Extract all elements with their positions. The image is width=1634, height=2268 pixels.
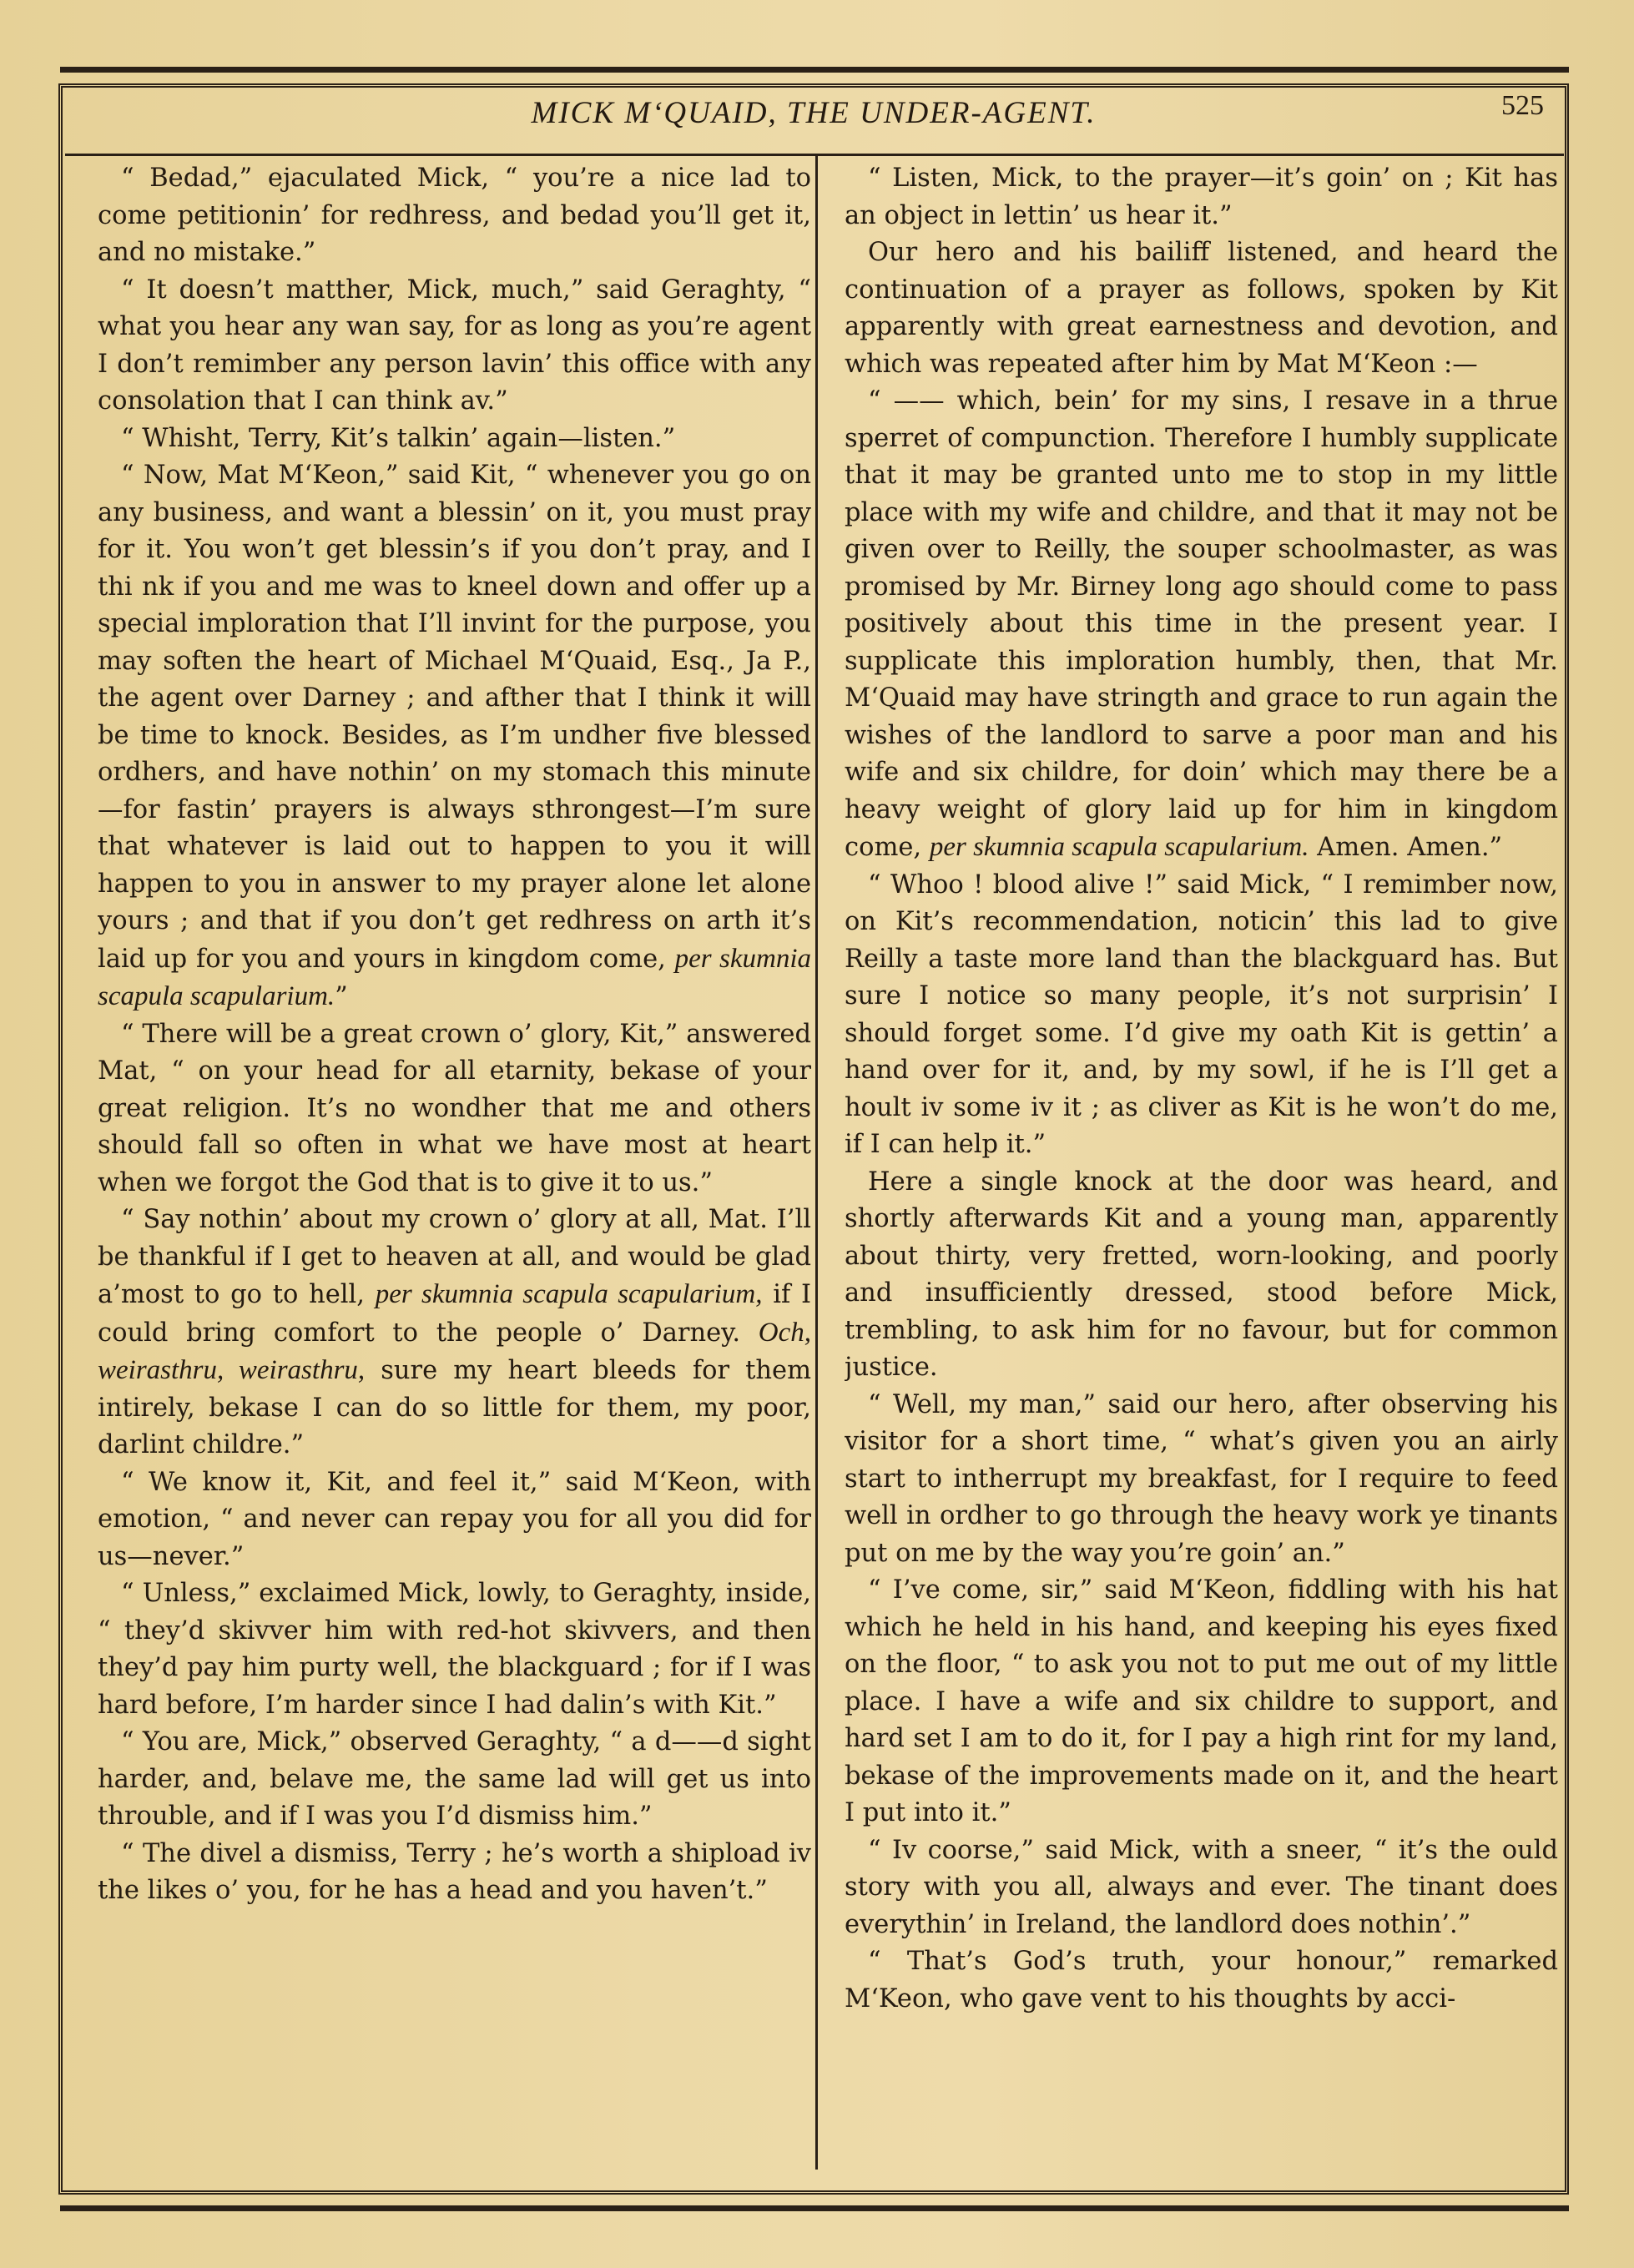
- running-title: MICK M‘QUAID, THE UNDER-AGENT.: [531, 96, 1097, 130]
- paragraph: “ Bedad,” ejaculated Mick, “ you’re a nice lad to come petitionin’ for redhress, and bedad you’ll get it, and no mistake.”: [98, 164, 811, 267]
- paragraph: “ Say nothin’ about my crown o’ glory at all, Mat. I’ll be thankful if I get to heaven at all, and would be glad a’most to go to hell, per skumnia scapula scapularium, if I could bring comfort to the people o’ Darney. Och, weirasthru, weirasthru, sure my heart bleeds for them intirely, bekase I can do so little for them, my poor, darlint childre.”: [98, 1205, 811, 1459]
- page-number: 525: [1501, 90, 1544, 121]
- paragraph: Our hero and his bailiff listened, and heard the continuation of a prayer as follows, spoken by Kit apparently with great earnestness and devotion, and which was repeated after him by Mat M‘Keon :—: [845, 238, 1558, 379]
- paragraph: “ The divel a dismiss, Terry ; he’s worth a shipload iv the likes o’ you, for he has a head and you haven’t.”: [98, 1838, 811, 1905]
- paragraph: “ We know it, Kit, and feel it,” said M‘Keon, with emotion, “ and never can repay you for all you did for us—never.”: [98, 1467, 811, 1571]
- paragraph: “ Whoo ! blood alive !” said Mick, “ I remimber now, on Kit’s recommendation, noticin’ this lad to give Reilly a taste more land than the blackguard has. But sure I notice so many people, it’s not surprisin’ I should forget some. I’d give my oath Kit is gettin’ a hand over for it, and, by my sowl, if he is I’ll get a hoult iv some iv it ; as cliver as Kit is he won’t do me, if I can help it.”: [845, 869, 1558, 1159]
- paragraph: “ Whisht, Terry, Kit’s talkin’ again—listen.”: [121, 423, 676, 453]
- left-column: [98, 160, 811, 2146]
- right-column: [845, 160, 1558, 2146]
- paragraph: “ That’s God’s truth, your honour,” remarked M‘Keon, who gave vent to his thoughts by acci-: [845, 1947, 1558, 2013]
- page-header: [58, 87, 1569, 154]
- bottom-rule: [60, 2205, 1569, 2211]
- paragraph: “ It doesn’t matther, Mick, much,” said Geraghty, “ what you hear any wan say, for as long as you’re agent I don’t remimber any person lavin’ this office with any consolation that I can think av.”: [98, 275, 811, 416]
- paragraph: “ Listen, Mick, to the prayer—it’s goin’ on ; Kit has an object in lettin’ us hear it.”: [845, 164, 1558, 230]
- paragraph: “ Well, my man,” said our hero, after observing his visitor for a short time, “ what’s given you an airly start to intherrupt my breakfast, for I require to feed well in ordher to go through the heavy work ye tinants put on me by the way you’re goin’ an.”: [845, 1389, 1558, 1568]
- paragraph: “ Iv coorse,” said Mick, with a sneer, “ it’s the ould story with you all, always and ever. The tinant does everythin’ in Ireland, the landlord does nothin’.”: [845, 1835, 1558, 1939]
- paragraph: “ —— which, bein’ for my sins, I resave in a thrue sperret of compunction. Therefore I humbly supplicate that it may be granted unto me to stop in my little place with my wife and childre, and that it may not be given over to Reilly, the souper schoolmaster, as was promised by Mr. Birney long ago should come to pass positively about this time in the present year. I supplicate this imploration humbly, then, that Mr. M‘Quaid may have stringth and grace to run again the wishes of the landlord to sarve a poor man and his wife and six childre, for doin’ which may there be a heavy weight of glory laid up for him in kingdom come, per skumnia scapula scapularium. Amen. Amen.”: [845, 386, 1558, 862]
- column-separator: [815, 154, 818, 2170]
- paragraph: “ There will be a great crown o’ glory, Kit,” answered Mat, “ on your head for all etarnity, bekase of your great religion. It’s no wondher that me and others should fall so often in what we have most at heart when we forgot the God that is to give it to us.”: [98, 1019, 811, 1197]
- top-rule: [60, 67, 1569, 73]
- paragraph: “ I’ve come, sir,” said M‘Keon, fiddling with his hat which he held in his hand, and keeping his eyes fixed on the floor, “ to ask you not to put me out of my little place. I have a wife and six childre to support, and hard set I am to do it, for I pay a high rint for my land, bekase of the improvements made on it, and the heart I put into it.”: [845, 1575, 1558, 1827]
- paragraph: “ Now, Mat M‘Keon,” said Kit, “ whenever you go on any business, and want a blessin’ on it, you must pray for it. You won’t get blessin’s if you don’t pray, and I thi nk if you and me was to kneel down and offer up a special imploration that I’ll invint for the purpose, you may soften the heart of Michael M‘Quaid, Esq., Ja P., the agent over Darney ; and afther that I think it will be time to knock. Besides, as I’m undher five blessed ordhers, and have nothin’ on my stomach this minute—for fastin’ prayers is always sthrongest—I’m sure that whatever is laid out to happen to you it will happen to you in answer to my prayer alone let alone yours ; and that if you don’t get redhress on arth it’s laid up for you and yours in kingdom come, per skumnia scapula scapularium.”: [98, 461, 811, 1011]
- paragraph: Here a single knock at the door was heard, and shortly afterwards Kit and a young man, apparently about thirty, very fretted, worn-looking, and poorly and insufficiently dressed, stood before Mick, trembling, to ask him for no favour, but for common justice.: [845, 1167, 1558, 1382]
- header-rule: [65, 154, 1564, 156]
- paragraph: “ You are, Mick,” observed Geraghty, “ a d——d sight harder, and, belave me, the same lad will get us into throuble, and if I was you I’d dismiss him.”: [98, 1727, 811, 1831]
- paragraph: “ Unless,” exclaimed Mick, lowly, to Geraghty, inside, “ they’d skivver him with red-hot skivvers, and then they’d pay him purty well, the blackguard ; for if I was hard before, I’m harder since I had dalin’s with Kit.”: [98, 1579, 811, 1720]
